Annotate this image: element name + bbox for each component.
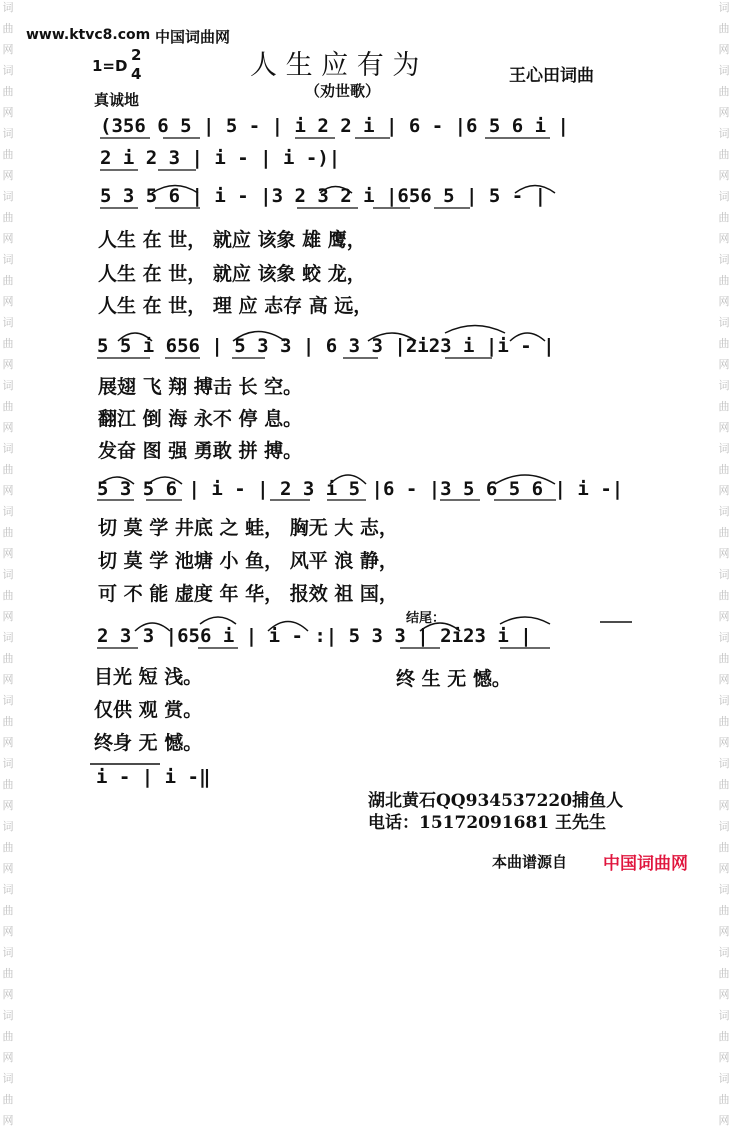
watermark-glyph: 词 <box>2 820 14 833</box>
watermark-glyph: 网 <box>718 106 730 119</box>
source-label: 本曲谱源自 <box>492 853 568 871</box>
watermark-glyph: 词 <box>718 253 730 266</box>
watermark-glyph: 网 <box>718 421 730 434</box>
watermark-glyph: 词 <box>718 1009 730 1022</box>
watermark-glyph: 网 <box>2 925 14 938</box>
watermark-glyph: 网 <box>718 1051 730 1064</box>
watermark-glyph: 网 <box>2 169 14 182</box>
watermark-glyph: 网 <box>718 1114 730 1127</box>
watermark-glyph: 词 <box>2 757 14 770</box>
slur-mark <box>495 475 555 484</box>
watermark-glyph: 曲 <box>2 526 14 539</box>
watermark-glyph: 曲 <box>2 778 14 791</box>
watermark-glyph: 网 <box>2 421 14 434</box>
watermark-glyph: 曲 <box>718 652 730 665</box>
notation-line-2: 5 3 5 6 | i - |3 2 3 2 i |656 5 | 5 - | <box>100 185 547 207</box>
slur-mark <box>445 326 505 334</box>
watermark-glyph: 词 <box>2 631 14 644</box>
watermark-glyph: 曲 <box>2 652 14 665</box>
watermark-glyph: 网 <box>2 295 14 308</box>
watermark-glyph: 网 <box>718 673 730 686</box>
watermark-glyph: 网 <box>718 736 730 749</box>
watermark-glyph: 曲 <box>718 904 730 917</box>
watermark-glyph: 词 <box>2 568 14 581</box>
watermark-glyph: 词 <box>718 946 730 959</box>
song-subtitle: （劝世歌） <box>305 82 381 100</box>
watermark-glyph: 词 <box>2 1 14 14</box>
watermark-glyph: 网 <box>718 484 730 497</box>
watermark-glyph: 曲 <box>718 841 730 854</box>
watermark-glyph: 词 <box>718 568 730 581</box>
watermark-glyph: 曲 <box>2 715 14 728</box>
lyrics-verse-3b: 发奋 图 强 勇敢 拼 搏。 <box>98 440 303 462</box>
watermark-glyph: 曲 <box>718 148 730 161</box>
slur-mark <box>268 622 308 632</box>
site-name: 中国词曲网 <box>155 28 231 46</box>
slur-mark <box>320 187 352 194</box>
watermark-glyph: 曲 <box>718 1093 730 1106</box>
contact-phone: 电话：15172091681 王先生 <box>368 813 607 833</box>
notation-line-6: i - | i -‖ <box>96 766 211 788</box>
watermark-glyph: 曲 <box>718 589 730 602</box>
watermark-glyph: 词 <box>718 316 730 329</box>
watermark-glyph: 网 <box>2 358 14 371</box>
watermark-glyph: 词 <box>718 694 730 707</box>
notation-line-4: 5 3 5 6 | i - | 2 3 i 5 |6 - |3 5 6 5 6 | i -| <box>97 478 624 500</box>
watermark-glyph: 曲 <box>718 337 730 350</box>
watermark-glyph: 曲 <box>2 967 14 980</box>
watermark-glyph: 网 <box>718 232 730 245</box>
lyrics-verse-2b: 翻江 倒 海 永不 停 息。 <box>98 408 303 430</box>
watermark-glyph: 词 <box>718 64 730 77</box>
watermark-glyph: 曲 <box>2 274 14 287</box>
watermark-glyph: 网 <box>2 547 14 560</box>
watermark-glyph: 词 <box>2 64 14 77</box>
lyrics-verse-2c: 切 莫 学 池塘 小 鱼， 风平 浪 静， <box>98 550 398 572</box>
slur-mark <box>510 333 545 341</box>
watermark-glyph: 曲 <box>718 22 730 35</box>
watermark-glyph: 词 <box>2 505 14 518</box>
site-url: www.ktvc8.com <box>26 27 151 43</box>
slur-mark <box>135 623 170 631</box>
watermark-glyph: 曲 <box>718 463 730 476</box>
slur-mark <box>200 617 236 624</box>
watermark-glyph: 词 <box>718 127 730 140</box>
notation-line-3: 5 5 i 656 | 5 3 3 | 6 3 3 |2i23 i |i - | <box>97 335 555 357</box>
coda-label: 结尾： <box>406 611 446 626</box>
watermark-glyph: 曲 <box>2 211 14 224</box>
watermark-glyph: 曲 <box>718 526 730 539</box>
lyrics-verse-2a: 人生 在 世， 就应 该象 蛟 龙， <box>98 263 366 285</box>
lyrics-coda: 终 生 无 憾。 <box>396 668 511 690</box>
watermark-glyph: 曲 <box>2 904 14 917</box>
watermark-glyph: 曲 <box>2 841 14 854</box>
watermark-glyph: 曲 <box>718 400 730 413</box>
watermark-glyph: 曲 <box>2 22 14 35</box>
time-signature-top: 2 <box>131 46 142 64</box>
watermark-glyph: 词 <box>718 190 730 203</box>
watermark-glyph: 曲 <box>2 337 14 350</box>
watermark-glyph: 词 <box>2 316 14 329</box>
lyrics-line-6: 终身 无 憾。 <box>94 732 203 754</box>
lyrics-verse-1c: 切 莫 学 井底 之 蛙， 胸无 大 志， <box>98 517 398 539</box>
slur-mark <box>100 477 134 484</box>
watermark-glyph: 曲 <box>2 400 14 413</box>
watermark-glyph: 词 <box>2 883 14 896</box>
expression-marking: 真诚地 <box>94 91 140 109</box>
watermark-glyph: 词 <box>718 820 730 833</box>
watermark-glyph: 网 <box>2 106 14 119</box>
slur-mark <box>515 186 555 194</box>
watermark-glyph: 词 <box>2 946 14 959</box>
watermark-glyph: 词 <box>2 1072 14 1085</box>
watermark-glyph: 词 <box>718 883 730 896</box>
watermark-glyph: 词 <box>718 1 730 14</box>
watermark-glyph: 曲 <box>2 1093 14 1106</box>
watermark-glyph: 网 <box>2 799 14 812</box>
watermark-glyph: 网 <box>718 169 730 182</box>
lyrics-verse-3c: 可 不 能 虚度 年 华， 报效 祖 国， <box>98 583 398 605</box>
key-signature: 1=D <box>92 57 128 75</box>
slur-mark <box>152 186 198 194</box>
watermark-glyph: 网 <box>718 925 730 938</box>
watermark-glyph: 网 <box>2 1114 14 1127</box>
time-signature-bottom: 4 <box>131 65 142 83</box>
watermark-glyph: 词 <box>718 1072 730 1085</box>
notation-line-1b: 2 i 2 3 | i - | i -)| <box>100 147 341 169</box>
watermark-glyph: 词 <box>2 442 14 455</box>
lyrics-line-5: 仅供 观 赏。 <box>94 699 203 721</box>
watermark-glyph: 曲 <box>718 715 730 728</box>
watermark-glyph: 曲 <box>2 463 14 476</box>
source-site-link[interactable]: 中国词曲网 <box>603 854 688 874</box>
lyrics-verse-1a: 人生 在 世， 就应 该象 雄 鹰， <box>98 229 366 251</box>
watermark-glyph: 网 <box>718 43 730 56</box>
watermark-glyph: 曲 <box>2 589 14 602</box>
watermark-glyph: 曲 <box>718 85 730 98</box>
credits: 王心田词曲 <box>509 66 594 86</box>
watermark-glyph: 词 <box>2 379 14 392</box>
watermark-glyph: 网 <box>2 1051 14 1064</box>
slur-mark <box>118 333 152 341</box>
slur-mark <box>368 333 416 341</box>
watermark-glyph: 词 <box>2 127 14 140</box>
watermark-glyph: 网 <box>2 673 14 686</box>
watermark-glyph: 词 <box>2 190 14 203</box>
lyrics-line-4a: 目光 短 浅。 <box>94 666 203 688</box>
watermark-glyph: 网 <box>718 547 730 560</box>
watermark-glyph: 网 <box>718 799 730 812</box>
watermark-glyph: 网 <box>2 862 14 875</box>
slur-mark <box>233 332 285 342</box>
watermark-glyph: 曲 <box>2 148 14 161</box>
watermark-glyph: 曲 <box>718 274 730 287</box>
slur-mark <box>420 623 460 631</box>
watermark-glyph: 网 <box>2 484 14 497</box>
watermark-glyph: 网 <box>2 43 14 56</box>
watermark-glyph: 词 <box>718 442 730 455</box>
lyrics-verse-1b: 展翅 飞 翔 搏击 长 空。 <box>98 376 303 398</box>
watermark-glyph: 网 <box>718 988 730 1001</box>
slur-mark <box>330 475 366 484</box>
contributor-info: 湖北黄石QQ934537220捕鱼人 <box>368 791 624 811</box>
watermark-glyph: 曲 <box>718 778 730 791</box>
watermark-glyph: 词 <box>718 379 730 392</box>
notation-line-5: 2 3 3 |656 i | i - :| 5 3 3 | 2i23 i | <box>97 625 532 647</box>
notation-line-1a: (356 6 5 | 5 - | i 2 2 i | 6 - |6 5 6 i | <box>100 115 569 137</box>
watermark-glyph: 网 <box>2 988 14 1001</box>
watermark-glyph: 词 <box>718 757 730 770</box>
watermark-glyph: 曲 <box>718 967 730 980</box>
song-title: 人 生 应 有 为 <box>250 50 420 81</box>
slur-mark <box>148 477 182 484</box>
slur-mark <box>500 617 550 624</box>
watermark-glyph: 网 <box>718 862 730 875</box>
watermark-glyph: 词 <box>2 694 14 707</box>
watermark-glyph: 网 <box>2 610 14 623</box>
watermark-glyph: 网 <box>2 736 14 749</box>
lyrics-verse-3a: 人生 在 世， 理 应 志存 高 远， <box>98 295 373 317</box>
watermark-glyph: 网 <box>2 232 14 245</box>
watermark-glyph: 网 <box>718 610 730 623</box>
watermark-glyph: 曲 <box>2 1030 14 1043</box>
watermark-glyph: 网 <box>718 358 730 371</box>
watermark-glyph: 网 <box>718 295 730 308</box>
watermark-glyph: 词 <box>718 631 730 644</box>
watermark-glyph: 曲 <box>718 211 730 224</box>
watermark-glyph: 词 <box>2 1009 14 1022</box>
watermark-glyph: 词 <box>2 253 14 266</box>
watermark-glyph: 曲 <box>718 1030 730 1043</box>
watermark-glyph: 曲 <box>2 85 14 98</box>
watermark-glyph: 词 <box>718 505 730 518</box>
